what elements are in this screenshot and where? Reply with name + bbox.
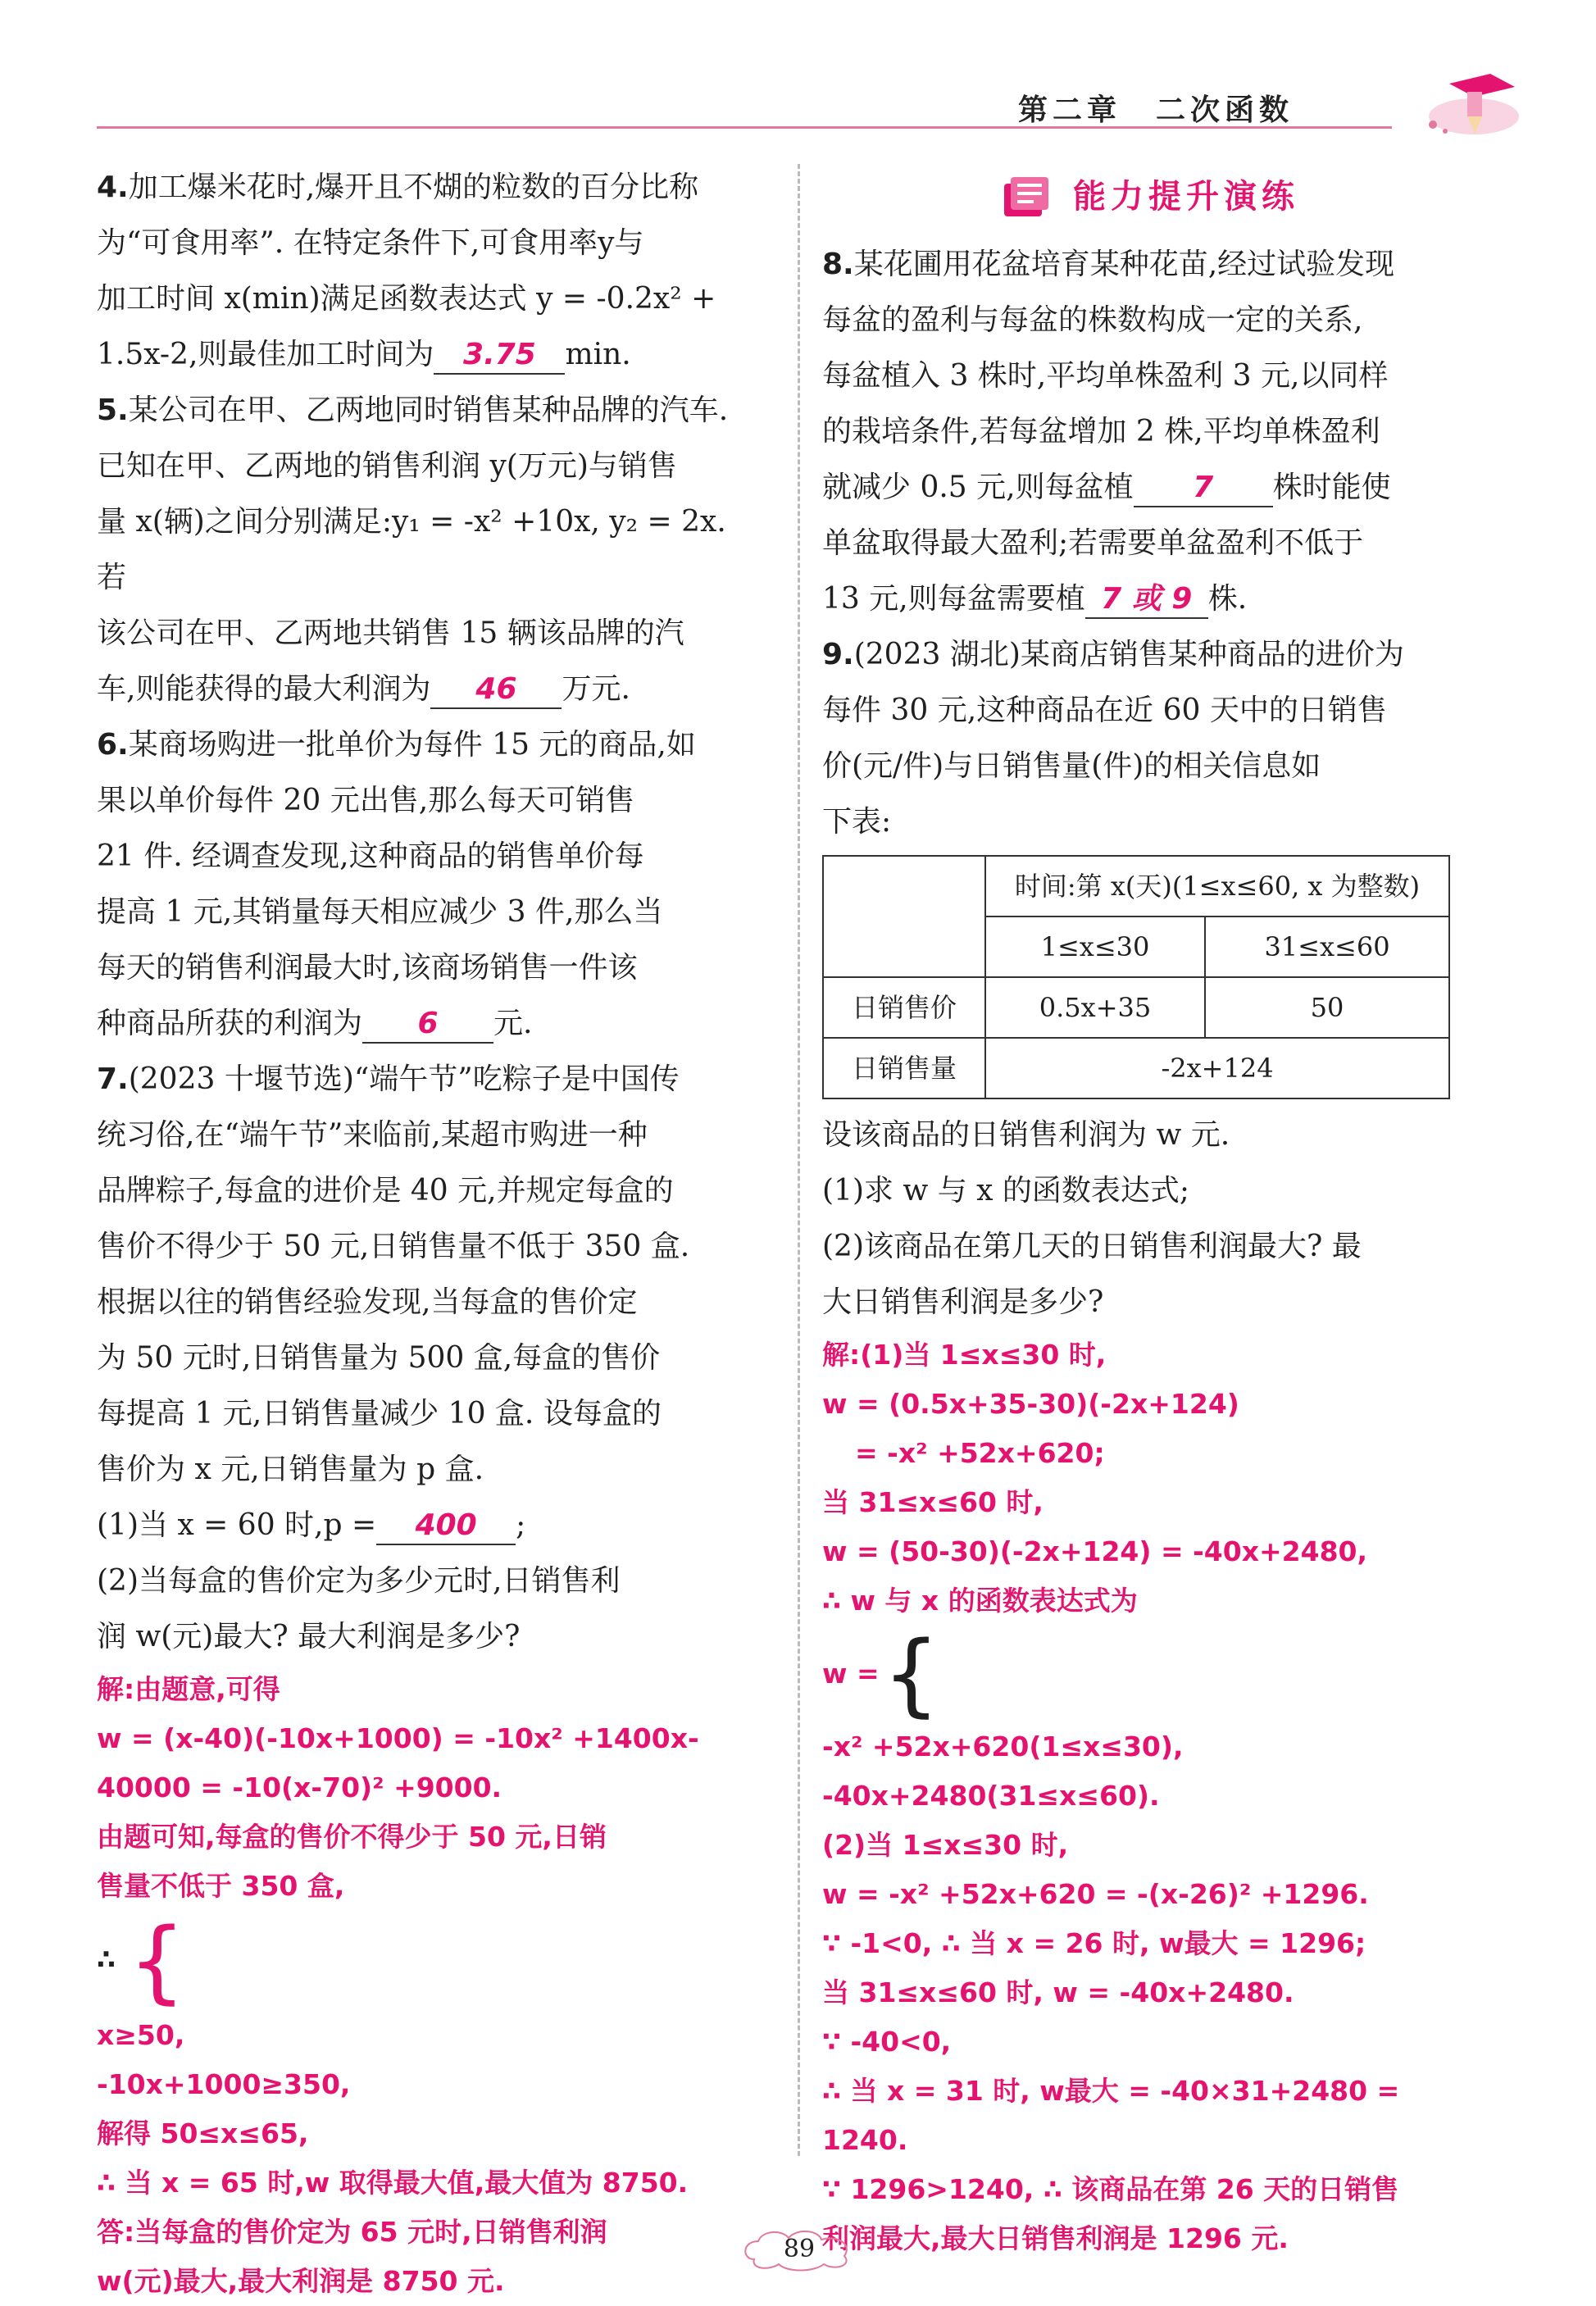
solution-line: ∴ 当 x = 31 时, w最大 = -40×31+2480 = 1240. [822,2075,1400,2156]
question-text: 种商品所获的利润为 [97,1007,363,1040]
solution-line: w = (50-30)(-2x+124) = -40x+2480, [822,1535,1368,1567]
piecewise-case: -40x+2480(31≤x≤60). [822,1780,1160,1812]
page-number [738,2226,861,2272]
chapter-title: 第二章 二次函数 [1017,93,1294,127]
question-text: 单盆取得最大盈利;若需要单盆盈利不低于 [822,526,1364,560]
question-text: 品牌粽子,每盒的进价是 40 元,并规定每盒的 [97,1174,674,1208]
solution-block [822,1330,1478,2263]
piecewise-lhs: w = [822,1658,880,1690]
question-text: 每天的销售利润最大时,该商场销售一件该 [97,951,638,985]
section-title: 能力提升演练 [1073,178,1299,216]
question-text: 为“可食用率”. 在特定条件下,可食用率y与 [97,226,644,260]
question-text: 就减少 0.5 元,则每盆植 [822,471,1134,504]
question-8 [822,237,1478,627]
table-cell: -2x+124 [985,1038,1449,1098]
question-text: 21 件. 经调查发现,这种商品的销售单价每 [97,839,644,873]
subquestion-text: ; [516,1508,526,1542]
question-text: 每盆植入 3 株时,平均单株盈利 3 元,以同样 [822,359,1389,393]
question-text: 株时能使 [1272,471,1391,504]
column-divider [798,164,800,2156]
question-text: 该公司在甲、乙两地共销售 15 辆该品牌的汽 [97,616,684,650]
inequality-system [125,1908,190,2013]
question-text: (2023 十堰节选)“端午节”吃粽子是中国传 [128,1062,680,1096]
solution-line: 当 31≤x≤60 时, [822,1486,1044,1518]
subquestion-text: (2)该商品在第几天的日销售利润最大? 最 [822,1230,1362,1263]
solution-line: w = (0.5x+35-30)(-2x+124) [822,1388,1239,1420]
question-text: 车,则能获得的最大利润为 [97,672,431,706]
solution-line: 解:由题意,可得 [97,1673,280,1705]
question-text: 统习俗,在“端午节”来临前,某超市购进一种 [97,1118,648,1152]
solution-line: 当 31≤x≤60 时, w = -40x+2480. [822,1976,1294,2008]
solution-line: (2)当 1≤x≤30 时, [822,1829,1069,1861]
question-text: 加工时间 x(min)满足函数表达式 y = -0.2x² + [97,282,716,316]
solution-line: ∵ -1<0, ∴ 当 x = 26 时, w最大 = 1296; [822,1927,1366,1959]
table-cell: 日销售价 [823,977,985,1038]
question-text: 价(元/件)与日销售量(件)的相关信息如 [822,749,1321,783]
table-row [823,977,1449,1038]
subquestion-text: 润 w(元)最大? 最大利润是多少? [97,1620,521,1653]
question-text: 量 x(辆)之间分别满足:y₁ = -x² +10x, y₂ = 2x. 若 [97,505,726,594]
question-text: 1.5x-2,则最佳加工时间为 [97,338,434,371]
table-row [823,1038,1449,1098]
question-text: 每盆的盈利与每盆的株数构成一定的关系, [822,303,1363,337]
question-text: 设该商品的日销售利润为 w 元. [822,1118,1230,1152]
table-cell: 日销售量 [823,1038,985,1098]
book-badge-icon [1001,172,1058,221]
question-text: 根据以往的销售经验发现,当每盒的售价定 [97,1285,638,1319]
question-text: min. [565,338,631,371]
answer-blank: 400 [376,1508,516,1545]
question-text: 加工爆米花时,爆开且不煳的粒数的百分比称 [128,171,699,204]
table-cell: 0.5x+35 [985,977,1205,1038]
question-number: 9. [822,638,854,671]
solution-line: w = (x-40)(-10x+1000) = -10x² +1400x- [97,1722,699,1754]
question-text: 下表: [822,805,892,839]
question-text: 已知在甲、乙两地的销售利润 y(万元)与销售 [97,449,677,483]
question-text: (2023 湖北)某商店销售某种商品的进价为 [853,638,1404,671]
question-text: 的栽培条件,若每盆增加 2 株,平均单株盈利 [822,415,1380,448]
question-text: 万元. [562,672,630,706]
answer-blank: 7 或 9 [1085,581,1208,619]
table-cell: 50 [1205,977,1449,1038]
question-text: 提高 1 元,其销量每天相应减少 3 件,那么当 [97,895,663,929]
table-header-cell: 31≤x≤60 [1205,916,1449,977]
question-text: 13 元,则每盆需要植 [822,582,1085,616]
header-rule [97,126,1392,129]
solution-line: 解:(1)当 1≤x≤30 时, [822,1339,1107,1371]
subquestion-text: 大日销售利润是多少? [822,1285,1104,1319]
system-line: -10x+1000≥350, [97,2068,351,2100]
question-4 [97,160,765,383]
solution-line: ∴ 当 x = 65 时,w 取得最大值,最大值为 8750. [97,2167,689,2199]
question-number: 5. [97,393,129,427]
subquestion-text: (1)当 x = 60 时,p = [97,1508,377,1542]
question-text: 果以单价每件 20 元出售,那么每天可销售 [97,784,635,817]
solution-line: 40000 = -10(x-70)² +9000. [97,1772,502,1803]
piecewise-function [822,1621,945,1726]
question-number: 7. [97,1062,129,1096]
table-corner-cell [823,856,985,977]
subquestion-text: (1)求 w 与 x 的函数表达式; [822,1174,1190,1208]
left-column [97,160,765,2306]
question-number: 4. [97,171,129,204]
question-9 [822,627,1478,2263]
answer-blank: 3.75 [434,337,565,375]
question-5 [97,383,765,717]
system-line: x≥50, [97,2019,185,2051]
question-text: 售价为 x 元,日销售量为 p 盒. [97,1453,484,1486]
sales-table [822,855,1450,1099]
piecewise-case: -x² +52x+620(1≤x≤30), [822,1731,1184,1762]
answer-blank: 7 [1134,470,1273,507]
solution-line: w(元)最大,最大利润是 8750 元. [97,2265,505,2297]
solution-line: ∵ 1296>1240, ∴ 该商品在第 26 天的日销售 [822,2173,1399,2205]
question-number: 8. [822,248,854,281]
question-text: 株. [1207,582,1248,616]
question-number: 6. [97,728,129,762]
question-6 [97,717,765,1052]
left-brace-icon: { [128,1908,186,2013]
therefore-symbol: ∴ [97,1943,116,1976]
section-header [822,160,1478,234]
question-text: 每件 30 元,这种商品在近 60 天中的日销售 [822,694,1387,727]
left-brace-icon: { [882,1621,940,1726]
answer-blank: 46 [430,671,562,709]
question-text: 某花圃用花盆培育某种花苗,经过试验发现 [853,248,1395,281]
solution-line: 解得 50≤x≤65, [97,2117,309,2149]
solution-line: 答:当每盒的售价定为 65 元时,日销售利润 [97,2216,607,2248]
answer-blank: 6 [362,1006,493,1044]
subquestion-text: (2)当每盒的售价定为多少元时,日销售利 [97,1564,621,1598]
solution-line: 利润最大,最大日销售利润是 1296 元. [822,2222,1289,2254]
solution-line: w = -x² +52x+620 = -(x-26)² +1296. [822,1878,1369,1910]
graduation-cap-pencil-icon [1400,59,1523,141]
question-text: 为 50 元时,日销售量为 500 盒,每盒的售价 [97,1341,661,1375]
solution-line: ∵ -40<0, [822,2026,952,2058]
page-header [97,75,1523,133]
solution-line: 售量不低于 350 盒, [97,1870,345,1902]
solution-line: 由题可知,每盒的售价不得少于 50 元,日销 [97,1821,607,1853]
right-column [822,160,1478,2263]
question-text: 某商场购进一批单价为每件 15 元的商品,如 [128,728,696,762]
table-header-cell: 1≤x≤30 [985,916,1205,977]
solution-line: = -x² +52x+620; [855,1437,1105,1469]
solution-line: ∴ w 与 x 的函数表达式为 [822,1585,1138,1617]
question-7 [97,1052,765,2306]
question-text: 售价不得少于 50 元,日销售量不低于 350 盒. [97,1230,690,1263]
question-text: 某公司在甲、乙两地同时销售某种品牌的汽车. [128,393,729,427]
solution-block [97,1665,765,2306]
table-header-cell: 时间:第 x(天)(1≤x≤60, x 为整数) [985,856,1449,916]
page-number-text: 89 [783,2235,816,2263]
question-text: 每提高 1 元,日销售量减少 10 盒. 设每盒的 [97,1397,662,1430]
question-text: 元. [493,1007,533,1040]
